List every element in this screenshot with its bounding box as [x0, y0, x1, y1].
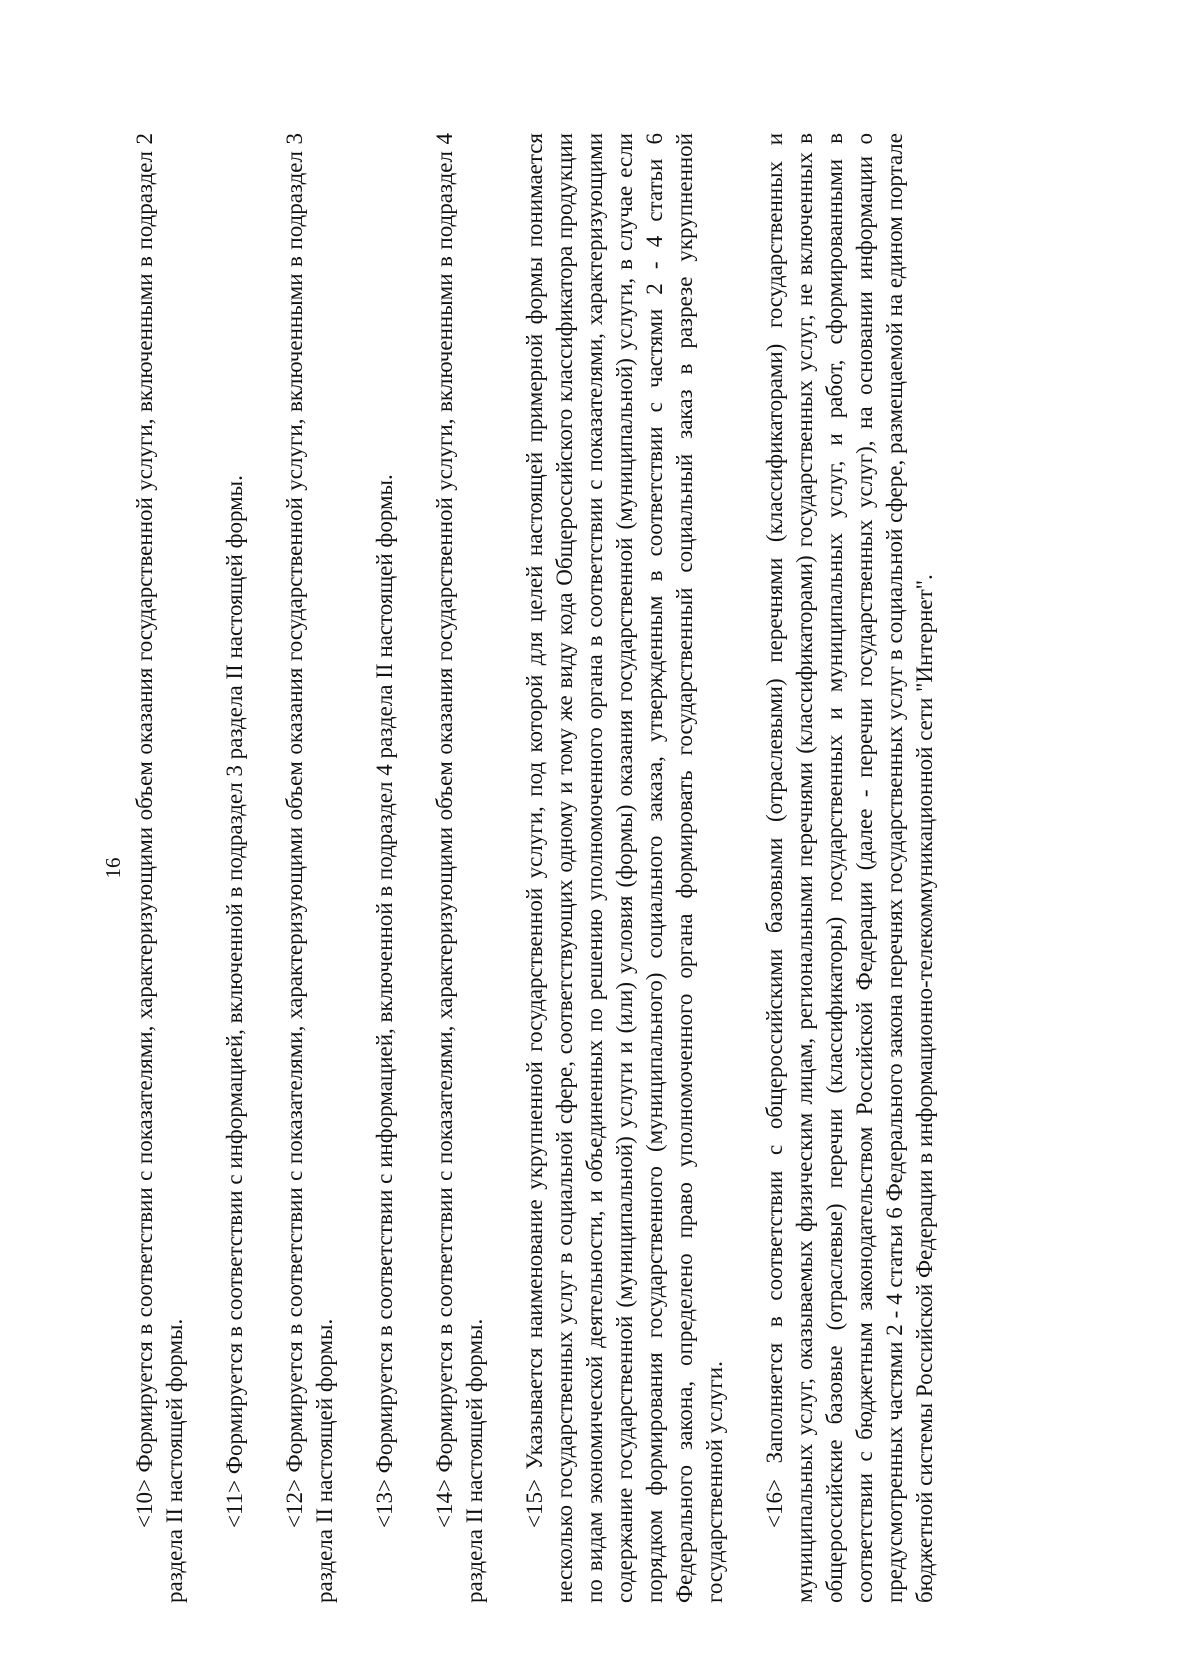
footnote-12: <12> Формируется в соответствии с показателями, характеризующими объем оказания государственной услуги, включенными в подраздел 3 раздела II настоящей формы. [282, 133, 337, 1603]
footnote-16: <16> Заполняется в соответствии с общероссийскими базовыми (отраслевыми) перечнями (классификаторами) государственных и муниципальных услуг, оказываемых физическим лицам, региональными перечнями (классификаторами) государственных услуг, не включенных в общероссийские базовые (отраслевые) перечни (классификаторы) государственных и муниципальных услуг, и работ, сформированными в соответствии с бюджетным законодательством Российской Федерации (далее - перечни государственных услуг), на основании информации о предусмотренных частями 2 - 4 статьи 6 Федерального закона перечнях государственных услуг в социальной сфере, размещаемой на едином портале бюджетной системы Российской Федерации в информационно-телекоммуникационной сети "Интернет". [762, 133, 937, 1603]
footnote-14: <14> Формируется в соответствии с показателями, характеризующими объем оказания государственной услуги, включенными в подраздел 4 раздела II настоящей формы. [432, 133, 487, 1603]
footnote-15: <15> Указывается наименование укрупненной государственной услуги, под которой для целей настоящей примерной формы понимается несколько государственных услуг в социальной сфере, соответствующих одному и тому же виду кода Общероссийского классификатора продукции по видам экономической деятельности, и объединенных по решению уполномоченного органа в соответствии с показателями, характеризующими содержание государственной (муниципальной) услуги и (или) условия (формы) оказания государственной (муниципальной) услуги, в случае если порядком формирования государственного (муниципального) социального заказа, утвержденным в соответствии с частями 2 - 4 статьи 6 Федерального закона, определено право уполномоченного органа формировать государственный социальный заказ в разрезе укрупненной государственной услуги. [522, 133, 727, 1603]
page-number: 16 [101, 857, 125, 879]
rotated-content [101, 133, 1050, 1603]
footnote-10: <10> Формируется в соответствии с показателями, характеризующими объем оказания государственной услуги, включенными в подраздел 2 раздела II настоящей формы. [132, 133, 187, 1603]
footnote-11: <11> Формируется в соответствии с информацией, включенной в подраздел 3 раздела II настоящей формы. [222, 475, 247, 1528]
footnote-13: <13> Формируется в соответствии с информацией, включенной в подраздел 4 раздела II настоящей формы. [372, 474, 397, 1528]
